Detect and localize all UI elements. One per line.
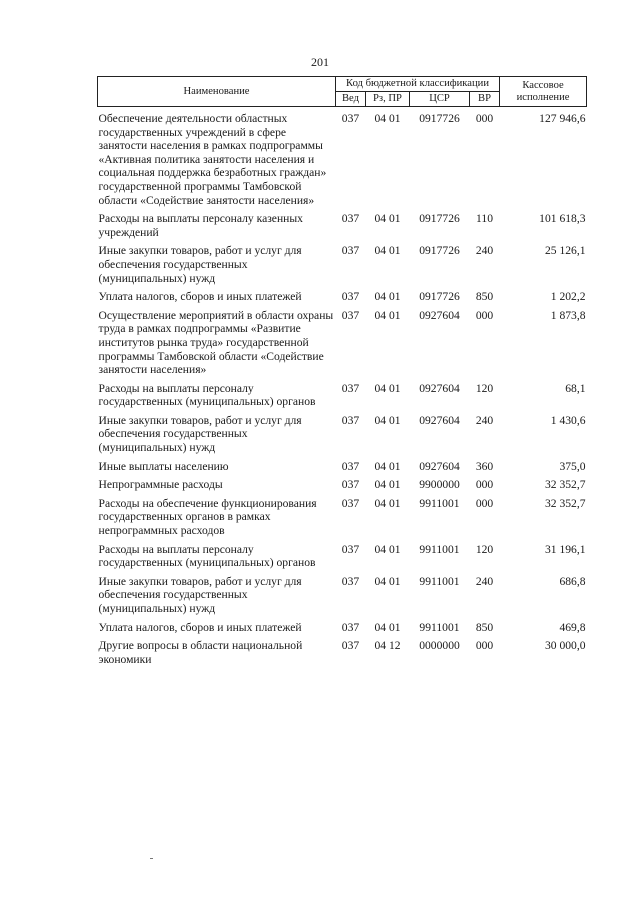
row-amount: 1 202,2 — [550, 290, 586, 304]
table-row — [98, 309, 587, 382]
row-ved: 037 — [341, 542, 360, 556]
row-vr: 000 — [475, 496, 494, 510]
table-row — [98, 543, 587, 575]
row-rzpr: 04 01 — [374, 413, 401, 427]
row-amount: 1 873,8 — [550, 308, 586, 322]
table-row — [98, 621, 587, 640]
row-vr: 110 — [476, 212, 493, 226]
row-ved: 037 — [341, 620, 360, 634]
header-amount-line1: Кассовое — [522, 79, 564, 91]
row-rzpr: 04 01 — [374, 496, 401, 510]
row-rzpr: 04 01 — [374, 290, 401, 304]
row-rzpr: 04 01 — [374, 478, 401, 492]
header-cash-execution — [500, 77, 587, 107]
row-ved: 037 — [341, 381, 360, 395]
row-vr: 850 — [475, 620, 494, 634]
row-name: Уплата налогов, сборов и иных платежей — [98, 290, 302, 304]
row-csr: 0927604 — [419, 459, 460, 473]
page-number: 201 — [311, 55, 329, 69]
row-csr: 9911001 — [419, 574, 460, 588]
row-csr: 0000000 — [419, 639, 460, 653]
row-amount: 31 196,1 — [544, 542, 586, 556]
header-amount-line2: исполнение — [516, 91, 570, 103]
row-ved: 037 — [341, 212, 360, 226]
row-vr: 000 — [475, 478, 494, 492]
budget-table — [97, 76, 587, 671]
row-amount: 1 430,6 — [550, 413, 586, 427]
row-rzpr: 04 01 — [374, 244, 401, 258]
row-vr: 120 — [475, 542, 494, 556]
row-csr: 0917726 — [419, 290, 460, 304]
row-name: Иные закупки товаров, работ и услуг для обеспечения государственных (муниципальных) нужд — [98, 574, 302, 615]
table-row — [98, 244, 587, 290]
row-ved: 037 — [341, 459, 360, 473]
row-ved: 037 — [341, 244, 360, 258]
row-amount: 127 946,6 — [539, 112, 586, 125]
row-rzpr: 04 01 — [374, 620, 401, 634]
row-vr: 240 — [475, 413, 494, 427]
table-row — [98, 497, 587, 543]
row-name: Обеспечение деятельности областных государственных учреждений в сфере занятости населения в рамках подпрограммы «Активная политика занятости населения и социальная поддержка безработных граждан» государственной программы Тамбовской области «Содействие занятости населения» — [98, 112, 327, 207]
table-row — [98, 107, 587, 213]
row-vr: 240 — [475, 574, 494, 588]
row-rzpr: 04 01 — [374, 574, 401, 588]
row-name: Иные закупки товаров, работ и услуг для обеспечения государственных (муниципальных) нужд — [98, 413, 302, 455]
row-csr: 9911001 — [419, 620, 460, 634]
table-row — [98, 382, 587, 414]
row-vr: 360 — [475, 459, 494, 473]
row-vr: 000 — [475, 639, 494, 653]
table-row — [98, 290, 587, 309]
row-amount: 101 618,3 — [539, 212, 586, 226]
table-row — [98, 575, 587, 621]
table-row — [98, 414, 587, 460]
row-amount: 375,0 — [559, 459, 586, 473]
row-csr: 9900000 — [419, 478, 460, 492]
row-csr: 9911001 — [419, 542, 460, 556]
row-amount: 68,1 — [565, 381, 586, 395]
row-amount: 32 352,7 — [544, 478, 586, 492]
row-name: Расходы на выплаты персоналу государственных (муниципальных) органов — [98, 542, 316, 570]
row-name: Непрограммные расходы — [98, 478, 223, 492]
header-name: Наименование — [98, 77, 336, 107]
row-vr: 000 — [475, 308, 494, 322]
scan-mark — [150, 858, 153, 859]
table-body — [98, 107, 587, 672]
row-ved: 037 — [341, 478, 360, 492]
row-ved: 037 — [341, 639, 360, 653]
header-csr: ЦСР — [410, 92, 470, 107]
row-name: Расходы на обеспечение функционирования государственных органов в рамках непрограммных расходов — [98, 496, 317, 538]
row-vr: 000 — [475, 112, 494, 125]
row-vr: 850 — [475, 290, 494, 304]
row-name: Расходы на выплаты персоналу государственных (муниципальных) органов — [98, 381, 316, 409]
row-name: Осуществление мероприятий в области охраны труда в рамках подпрограммы «Развитие институтов рынка труда» государственной программы Тамбовской области «Содействие занятости населения» — [98, 308, 334, 377]
row-ved: 037 — [341, 112, 360, 125]
row-amount: 25 126,1 — [544, 244, 586, 258]
row-name: Уплата налогов, сборов и иных платежей — [98, 620, 302, 634]
header-classification-code: Код бюджетной классификации — [336, 77, 500, 92]
row-csr: 0917726 — [419, 112, 460, 125]
row-rzpr: 04 01 — [374, 112, 401, 125]
row-vr: 120 — [475, 381, 494, 395]
row-vr: 240 — [475, 244, 494, 258]
row-csr: 9911001 — [419, 496, 460, 510]
row-rzpr: 04 01 — [374, 212, 401, 226]
row-ved: 037 — [341, 413, 360, 427]
row-name: Иные выплаты населению — [98, 459, 229, 473]
table-row — [98, 478, 587, 497]
row-csr: 0927604 — [419, 413, 460, 427]
header-rzpr: Рз, ПР — [366, 92, 410, 107]
row-amount: 32 352,7 — [544, 496, 586, 510]
row-ved: 037 — [341, 290, 360, 304]
row-name: Другие вопросы в области национальной экономики — [98, 639, 303, 666]
row-amount: 469,8 — [559, 620, 586, 634]
row-rzpr: 04 01 — [374, 381, 401, 395]
header-ved: Вед — [336, 92, 366, 107]
header-vr: ВР — [470, 92, 500, 107]
row-ved: 037 — [341, 308, 360, 322]
row-rzpr: 04 01 — [374, 459, 401, 473]
table-header — [98, 77, 587, 107]
row-rzpr: 04 01 — [374, 542, 401, 556]
row-ved: 037 — [341, 496, 360, 510]
row-csr: 0917726 — [419, 212, 460, 226]
row-csr: 0927604 — [419, 381, 460, 395]
table-row — [98, 460, 587, 479]
row-csr: 0917726 — [419, 244, 460, 258]
table-row — [98, 639, 587, 671]
row-amount: 30 000,0 — [544, 639, 586, 653]
row-rzpr: 04 01 — [374, 308, 401, 322]
row-name: Иные закупки товаров, работ и услуг для обеспечения государственных (муниципальных) нужд — [98, 244, 302, 285]
row-name: Расходы на выплаты персоналу казенных учреждений — [98, 212, 303, 239]
table-row — [98, 212, 587, 244]
row-ved: 037 — [341, 574, 360, 588]
row-rzpr: 04 12 — [374, 639, 401, 653]
row-amount: 686,8 — [559, 574, 586, 588]
row-csr: 0927604 — [419, 308, 460, 322]
